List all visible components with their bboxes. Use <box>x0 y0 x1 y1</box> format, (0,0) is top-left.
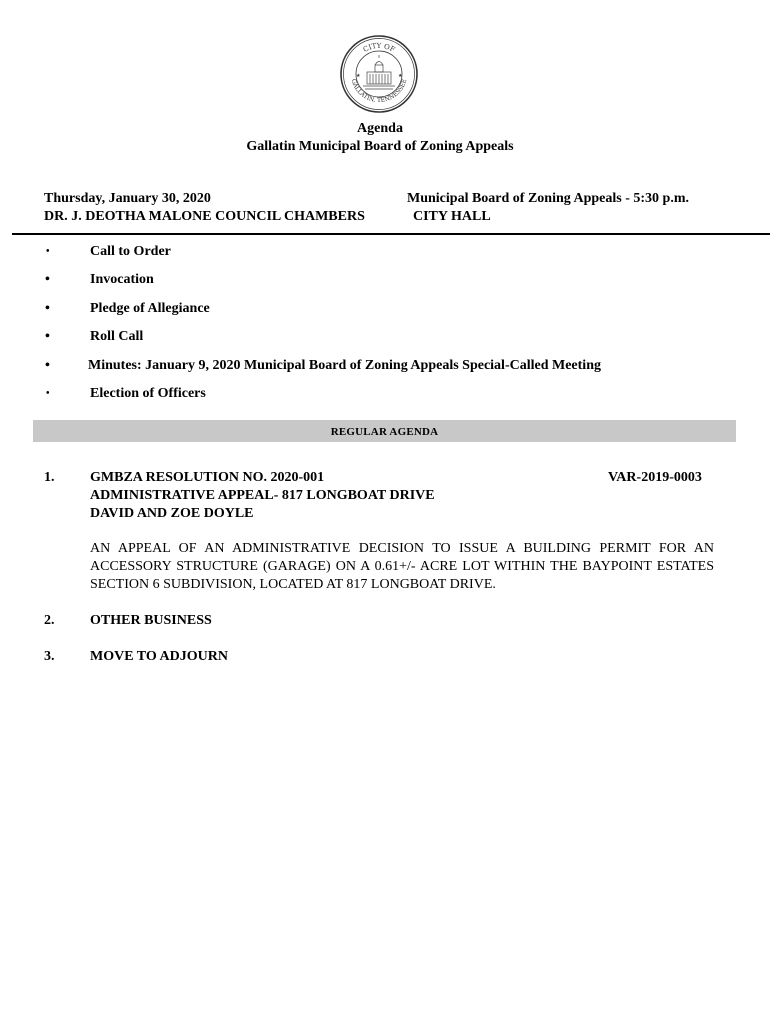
resolution-number: GMBZA RESOLUTION NO. 2020-001 <box>90 470 325 485</box>
meeting-date: Thursday, January 30, 2020 <box>44 191 211 206</box>
svg-text:★: ★ <box>356 74 361 79</box>
item-number: 3. <box>44 649 55 664</box>
item-title-block <box>90 469 435 523</box>
seal-bottom-text: GALLATIN, TENNESSEE <box>349 78 409 105</box>
header-divider <box>12 233 770 235</box>
board-name-heading: Gallatin Municipal Board of Zoning Appeals <box>246 139 514 154</box>
item-description: AN APPEAL OF AN ADMINISTRATIVE DECISION TO ISSUE A BUILDING PERMIT FOR AN ACCESSORY STRUCTURE (GARAGE) ON A 0.61+/- ACRE LOT WITHIN THE BAYPOINT ESTATES SECTION 6 SUBDIVISION, LOCATED AT 817 LONGBOAT DRIVE. <box>90 541 714 592</box>
applicant-names: DAVID AND ZOE DOYLE <box>90 506 254 521</box>
item-title: MOVE TO ADJOURN <box>90 649 228 664</box>
case-number: VAR-2019-0003 <box>608 470 702 485</box>
item-number: 1. <box>44 470 55 485</box>
item-title: OTHER BUSINESS <box>90 613 212 628</box>
agenda-heading: Agenda <box>357 121 403 136</box>
agenda-title <box>0 120 760 156</box>
bullet-icon: • <box>45 329 50 344</box>
seal-top-text: CITY OF <box>361 41 397 54</box>
bullet-icon: • <box>45 358 50 373</box>
appeal-title: ADMINISTRATIVE APPEAL- 817 LONGBOAT DRIVE <box>90 488 435 503</box>
regular-agenda-banner: REGULAR AGENDA <box>33 420 736 442</box>
bullet-icon: • <box>46 246 50 257</box>
agenda-item-3 <box>0 648 770 666</box>
item-number: 2. <box>44 613 55 628</box>
meeting-board-time: Municipal Board of Zoning Appeals - 5:30 p.m. <box>407 191 689 206</box>
bullet-icon: • <box>45 301 50 316</box>
agenda-item-2 <box>0 612 770 630</box>
bullet-icon: • <box>45 272 50 287</box>
meeting-location: DR. J. DEOTHA MALONE COUNCIL CHAMBERS <box>44 209 365 224</box>
city-seal-logo <box>339 34 419 114</box>
meeting-date-location <box>44 190 365 226</box>
meeting-venue: CITY HALL <box>413 209 491 224</box>
svg-text:★: ★ <box>398 74 403 79</box>
meeting-board-venue <box>407 190 689 226</box>
bullet-icon: • <box>46 388 50 399</box>
